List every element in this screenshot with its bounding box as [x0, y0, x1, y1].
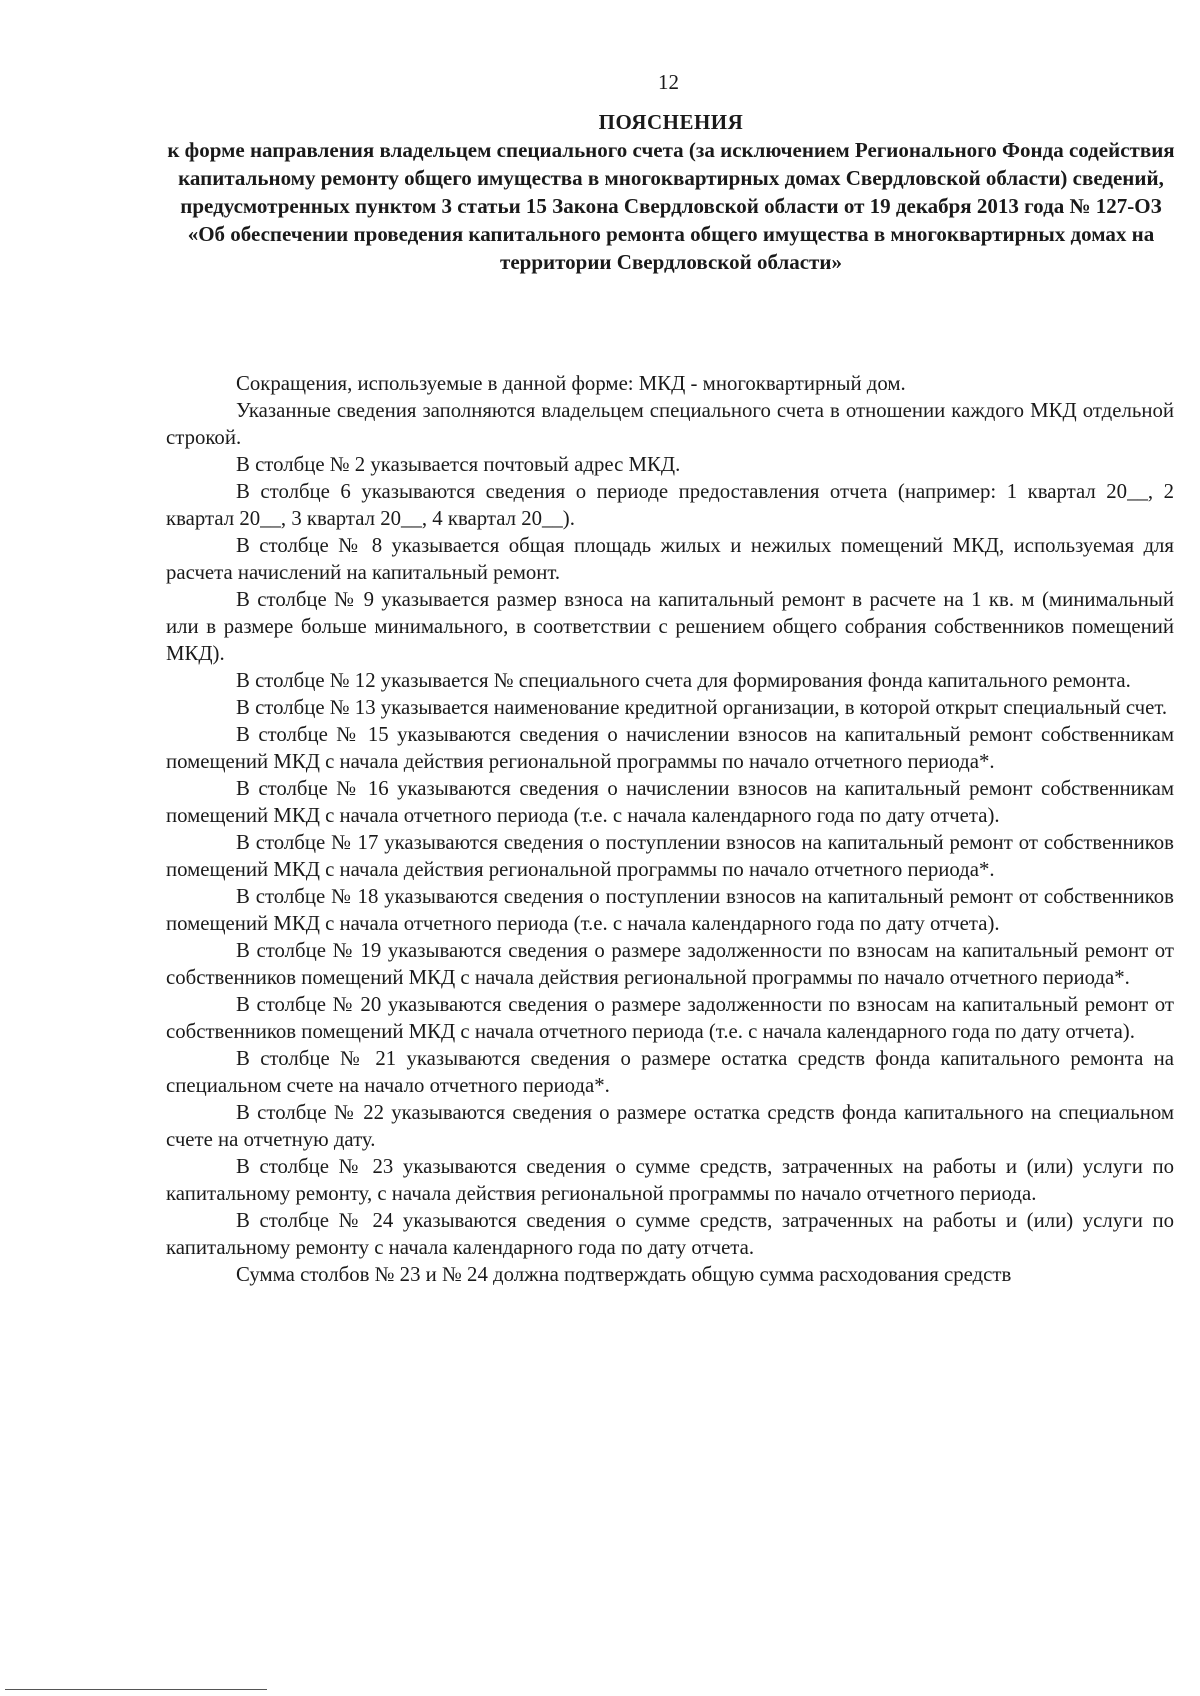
paragraph-column-18: В столбце № 18 указываются сведения о поступлении взносов на капитальный ремонт от собственников помещений МКД с начала отчетного периода (т.е. с начала календарного года по дату отчета). — [166, 885, 1174, 935]
footnote-divider — [5, 1689, 267, 1690]
page-number: 12 — [658, 70, 679, 94]
paragraph-column-23: В столбце № 23 указываются сведения о сумме средств, затраченных на работы и (или) услуги по капитальному ремонту, с начала действия региональной программы по начало отчетного периода. — [166, 1155, 1174, 1205]
paragraph-abbreviations: Сокращения, используемые в данной форме: МКД - многоквартирный дом. — [236, 372, 906, 395]
paragraph-columns-sum: Сумма столбов № 23 и № 24 должна подтверждать общую сумма расходования средств — [236, 1263, 1012, 1286]
paragraph-column-24: В столбце № 24 указываются сведения о сумме средств, затраченных на работы и (или) услуги по капитальному ремонту с начала календарного года по дату отчета. — [166, 1209, 1174, 1259]
heading-title: ПОЯСНЕНИЯ — [598, 110, 744, 134]
document-heading — [165, 108, 1177, 276]
document-body — [166, 370, 1174, 1288]
paragraph-column-8: В столбце № 8 указывается общая площадь жилых и нежилых помещений МКД, используемая для расчета начислений на капитальный ремонт. — [166, 534, 1174, 584]
paragraph-column-9: В столбце № 9 указывается размер взноса на капитальный ремонт в расчете на 1 кв. м (минимальный или в размере больше минимального, в соответствии с решением общего собрания собственников помещений МКД). — [166, 588, 1174, 665]
paragraph-column-2: В столбце № 2 указывается почтовый адрес МКД. — [236, 453, 681, 476]
heading-subtitle: к форме направления владельцем специального счета (за исключением Регионального Фонда содействия капитальному ремонту общего имущества в многоквартирных домах Свердловской области) сведений, предусмотренных пунктом 3 статьи 15 Закона Свердловской области от 19 декабря 2013 года № 127-ОЗ «Об обеспечении проведения капитального ремонта общего имущества в многоквартирных домах на территории Свердловской области» — [167, 138, 1175, 274]
paragraph-column-16: В столбце № 16 указываются сведения о начислении взносов на капитальный ремонт собственникам помещений МКД с начала отчетного периода (т.е. с начала календарного года по дату отчета). — [166, 777, 1174, 827]
paragraph-column-22: В столбце № 22 указываются сведения о размере остатка средств фонда капитального на специальном счете на отчетную дату. — [166, 1101, 1174, 1151]
paragraph-column-17: В столбце № 17 указываются сведения о поступлении взносов на капитальный ремонт от собственников помещений МКД с начала действия региональной программы по начало отчетного периода*. — [166, 831, 1174, 881]
paragraph-fill-rule: Указанные сведения заполняются владельцем специального счета в отношении каждого МКД отдельной строкой. — [166, 399, 1174, 449]
paragraph-column-20: В столбце № 20 указываются сведения о размере задолженности по взносам на капитальный ремонт от собственников помещений МКД с начала отчетного периода (т.е. с начала календарного года по дату отчета). — [166, 993, 1174, 1043]
paragraph-column-15: В столбце № 15 указываются сведения о начислении взносов на капитальный ремонт собственникам помещений МКД с начала действия региональной программы по начало отчетного периода*. — [166, 723, 1174, 773]
paragraph-column-19: В столбце № 19 указываются сведения о размере задолженности по взносам на капитальный ремонт от собственников помещений МКД с начала действия региональной программы по начало отчетного периода*. — [166, 939, 1174, 989]
paragraph-column-13: В столбце № 13 указывается наименование кредитной организации, в которой открыт специальный счет. — [236, 696, 1168, 719]
paragraph-column-12: В столбце № 12 указывается № специального счета для формирования фонда капитального ремонта. — [236, 669, 1131, 692]
paragraph-column-21: В столбце № 21 указываются сведения о размере остатка средств фонда капитального ремонта на специальном счете на начало отчетного периода*. — [166, 1047, 1174, 1097]
paragraph-column-6: В столбце 6 указываются сведения о периоде предоставления отчета (например: 1 квартал 20__, 2 квартал 20__, 3 квартал 20__, 4 квартал 20__). — [166, 480, 1174, 530]
